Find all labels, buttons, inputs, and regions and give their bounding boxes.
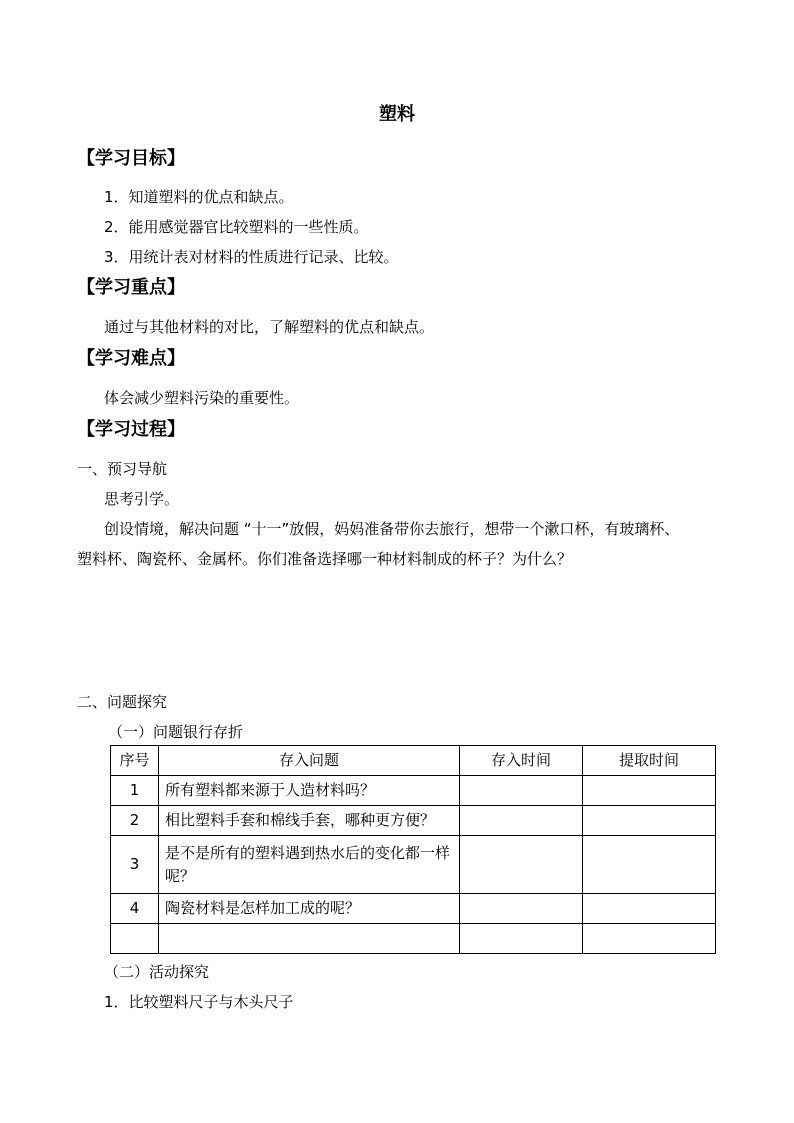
table-row <box>111 776 716 806</box>
inquiry-heading: 二、问题探究 <box>77 693 168 711</box>
header-question: 存入问题 <box>159 746 460 776</box>
scenario-line-1: 创设情境，解决问题 “十一”放假，妈妈准备带你去旅行，想带一个漱口杯，有玻璃杯、 <box>104 520 680 538</box>
table-row <box>111 836 716 894</box>
scenario-line-2: 塑料杯、陶瓷杯、金属杯。你们准备选择哪一种材料制成的杯子？为什么？ <box>77 550 573 568</box>
difficulties-heading: 【学习难点】 <box>77 348 185 369</box>
header-number: 序号 <box>111 746 159 776</box>
header-deposit-time: 存入时间 <box>460 746 583 776</box>
objective-item-3: 3．用统计表对材料的性质进行记录、比较。 <box>104 248 399 266</box>
key-points-text: 通过与其他材料的对比，了解塑料的优点和缺点。 <box>104 318 435 336</box>
table-row <box>111 894 716 924</box>
difficulties-text: 体会减少塑料污染的重要性。 <box>104 389 300 407</box>
table-row <box>111 806 716 836</box>
row-number <box>111 924 159 954</box>
row-number: 3 <box>111 836 159 894</box>
row-question: 相比塑料手套和棉线手套，哪种更方便？ <box>159 806 460 836</box>
question-bank-heading: （一）问题银行存折 <box>108 723 244 741</box>
preview-intro: 思考引学。 <box>104 490 180 508</box>
row-withdraw-time[interactable] <box>583 894 716 924</box>
row-withdraw-time[interactable] <box>583 836 716 894</box>
table-row <box>111 924 716 954</box>
row-withdraw-time[interactable] <box>583 924 716 954</box>
row-question <box>159 924 460 954</box>
objective-item-2: 2．能用感觉器官比较塑料的一些性质。 <box>104 218 369 236</box>
header-withdraw-time: 提取时间 <box>583 746 716 776</box>
row-question: 陶瓷材料是怎样加工成的呢？ <box>159 894 460 924</box>
question-bank-table <box>110 745 716 954</box>
row-deposit-time[interactable] <box>460 894 583 924</box>
activity-item-1: 1．比较塑料尺子与木头尺子 <box>104 993 294 1011</box>
activity-heading: （二）活动探究 <box>104 963 210 981</box>
objective-item-1: 1．知道塑料的优点和缺点。 <box>104 188 294 206</box>
row-question: 所有塑料都来源于人造材料吗？ <box>159 776 460 806</box>
row-withdraw-time[interactable] <box>583 806 716 836</box>
key-points-heading: 【学习重点】 <box>77 277 185 298</box>
row-number: 1 <box>111 776 159 806</box>
row-question: 是不是所有的塑料遇到热水后的变化都一样呢？ <box>159 836 460 894</box>
row-deposit-time[interactable] <box>460 836 583 894</box>
process-heading: 【学习过程】 <box>77 419 185 440</box>
row-deposit-time[interactable] <box>460 806 583 836</box>
preview-heading: 一、预习导航 <box>77 460 168 478</box>
row-number: 2 <box>111 806 159 836</box>
table-header-row <box>111 746 716 776</box>
page-title: 塑料 <box>379 104 415 125</box>
row-deposit-time[interactable] <box>460 924 583 954</box>
row-number: 4 <box>111 894 159 924</box>
row-deposit-time[interactable] <box>460 776 583 806</box>
objectives-heading: 【学习目标】 <box>77 148 185 169</box>
row-withdraw-time[interactable] <box>583 776 716 806</box>
